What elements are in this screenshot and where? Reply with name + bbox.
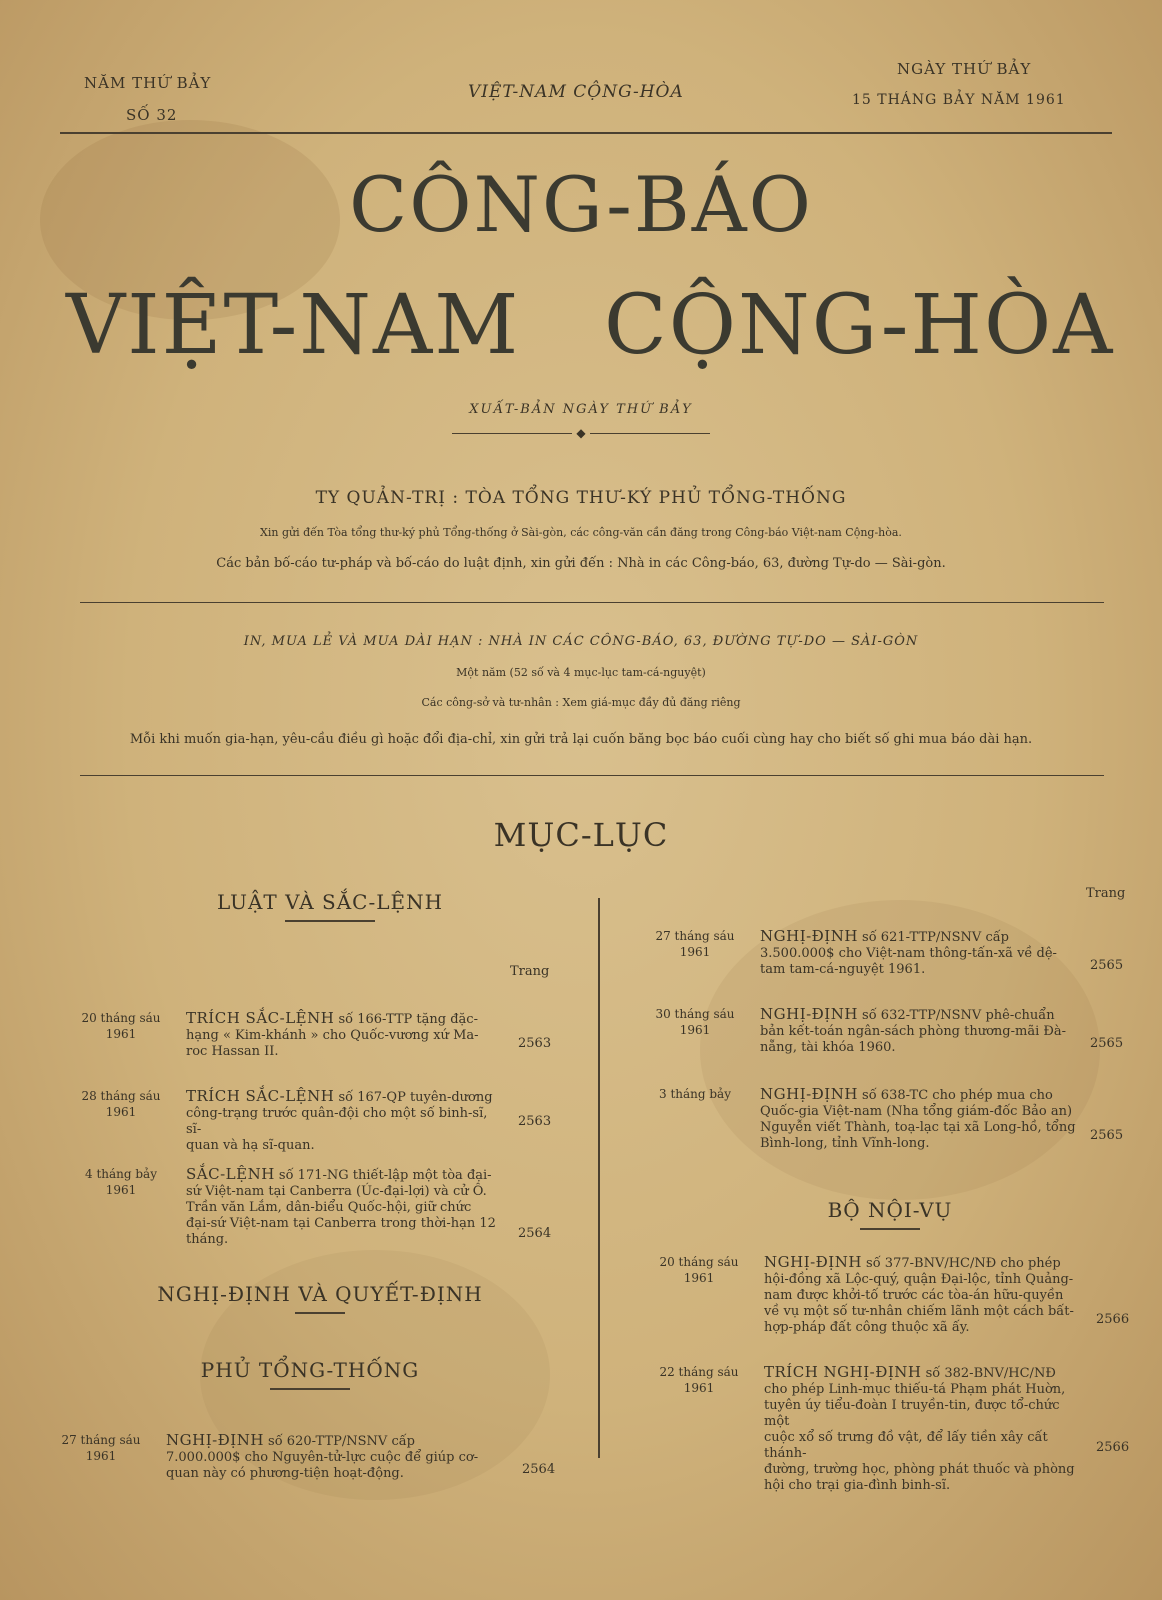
section-heading-nghidinh: NGHỊ-ĐỊNH VÀ QUYẾT-ĐỊNH: [120, 1282, 520, 1314]
entry-page-number: 2566: [1096, 1312, 1130, 1327]
entry-text: [760, 1086, 1080, 1152]
entry-page-number: 2563: [518, 1036, 552, 1051]
section-rule: [80, 775, 1104, 776]
entry-date: [640, 928, 750, 960]
section-heading-noivu: BỘ NỘI-VỤ: [760, 1198, 1020, 1230]
section-rule: [80, 602, 1104, 603]
entry-text-line: tam tam-cá-nguyệt 1961.: [760, 962, 926, 977]
entry-date-day-month: 27 tháng sáu: [61, 1433, 141, 1447]
issue-date: 15 THÁNG BẢY NĂM 1961: [852, 92, 1066, 108]
page-column-label-right: Trang: [1086, 886, 1126, 901]
entry-date-day-month: 30 tháng sáu: [655, 1007, 735, 1021]
entry-text: [186, 1166, 506, 1248]
weekday-label: NGÀY THỨ BẢY: [897, 60, 1032, 78]
section-heading-phu: PHỦ TỔNG-THỐNG: [160, 1358, 460, 1390]
entry-text: [186, 1088, 506, 1154]
entry-text-line: nam được khởi-tố trước các tòa-án hữu-quyền: [764, 1288, 1064, 1303]
entry-text-line: tháng.: [186, 1232, 229, 1247]
toc-heading: MỤC-LỤC: [493, 816, 669, 854]
entry-text-line: số 377-BNV/HC/NĐ cho phép: [861, 1256, 1061, 1271]
publication-title-line2b: CỘNG-HÒA: [604, 278, 1115, 373]
admin-line-2: Các bản bố-cáo tư-pháp và bố-cáo do luật định, xin gửi đến : Nhà in các Công-báo, 63, đường Tự-do — Sài-gòn.: [216, 556, 946, 571]
entry-text-line: Bình-long, tỉnh Vĩnh-long.: [760, 1136, 930, 1151]
entry-text: [166, 1432, 506, 1482]
section-heading-luat: LUẬT VÀ SẮC-LỆNH: [180, 890, 480, 922]
entry-text-line: cho phép Linh-mục thiếu-tá Phạm phát Huờn,: [764, 1382, 1066, 1397]
entry-text-line: số 621-TTP/NSNV cấp: [857, 930, 1010, 945]
entry-page-number: 2565: [1090, 1128, 1124, 1143]
admin-line-1: Xin gửi đến Tòa tổng thư-ký phủ Tổng-thống ở Sài-gòn, các công-văn cần đăng trong Công-báo Việt-nam Cộng-hòa.: [260, 526, 902, 539]
entry-date: [46, 1432, 156, 1464]
entry-act-type: TRÍCH SẮC-LỆNH: [186, 1087, 335, 1105]
entry-date-year: 1961: [105, 1105, 137, 1119]
entry-text-line: quan này có phương-tiện hoạt-động.: [166, 1466, 404, 1481]
entry-act-type: NGHỊ-ĐỊNH: [760, 1005, 858, 1023]
entry-date-day-month: 3 tháng bảy: [659, 1087, 731, 1101]
entry-date-day-month: 4 tháng bảy: [85, 1167, 157, 1181]
entry-text-line: đường, trường học, phòng phát thuốc và phòng: [764, 1462, 1075, 1477]
entry-text-line: Trần văn Lắm, dân-biểu Quốc-hội, giữ chức: [186, 1200, 472, 1215]
entry-text-line: hợp-pháp đất công thuộc xã ấy.: [764, 1320, 970, 1335]
entry-date: [66, 1166, 176, 1198]
entry-date-day-month: 20 tháng sáu: [659, 1255, 739, 1269]
issue-number: SỐ 32: [126, 106, 178, 124]
publication-title-line1: CÔNG-BÁO: [349, 160, 813, 249]
entry-text-line: nẵng, tài khóa 1960.: [760, 1040, 896, 1055]
entry-text: [760, 928, 1080, 978]
entry-date: [644, 1364, 754, 1396]
year-label: NĂM THỨ BẢY: [84, 74, 212, 92]
entry-act-type: TRÍCH NGHỊ-ĐỊNH: [764, 1363, 922, 1381]
entry-page-number: 2565: [1090, 958, 1124, 973]
subscription-line-1: IN, MUA LẺ VÀ MUA DÀI HẠN : NHÀ IN CÁC CÔNG-BÁO, 63, ĐƯỜNG TỰ-DO — SÀI-GÒN: [243, 634, 919, 649]
entry-text-line: số 620-TTP/NSNV cấp: [263, 1434, 416, 1449]
entry-text-line: bản kết-toán ngân-sách phòng thương-mãi Đà-: [760, 1024, 1067, 1039]
subscription-line-4: Mỗi khi muốn gia-hạn, yêu-cầu điều gì hoặc đổi địa-chỉ, xin gửi trả lại cuốn băng bọc báo cuối cùng hay cho biết số ghi mua báo dài hạn.: [129, 732, 1033, 747]
entry-text-line: Nguyễn viết Thành, toạ-lạc tại xã Long-hồ, tổng: [760, 1120, 1076, 1135]
entry-date-day-month: 22 tháng sáu: [659, 1365, 739, 1379]
entry-date-day-month: 28 tháng sáu: [81, 1089, 161, 1103]
entry-date-year: 1961: [85, 1449, 117, 1463]
entry-date-year: 1961: [105, 1027, 137, 1041]
entry-text-line: số 166-TTP tặng đặc-: [334, 1012, 478, 1027]
entry-date-year: 1961: [683, 1381, 715, 1395]
entry-text-line: Quốc-gia Việt-nam (Nha tổng giám-đốc Bảo an): [760, 1104, 1073, 1119]
entry-date: [644, 1254, 754, 1286]
publication-title-line2a: VIỆT-NAM: [66, 278, 521, 373]
entry-date: [66, 1088, 176, 1120]
entry-page-number: 2563: [518, 1114, 552, 1129]
entry-text-line: đại-sứ Việt-nam tại Canberra trong thời-hạn 12: [186, 1216, 496, 1231]
entry-page-number: 2564: [522, 1462, 556, 1477]
entry-act-type: NGHỊ-ĐỊNH: [764, 1253, 862, 1271]
admin-heading: TY QUẢN-TRỊ : TÒA TỔNG THƯ-KÝ PHỦ TỔNG-THỐNG: [315, 488, 847, 508]
entry-text-line: hội cho trại gia-đình binh-sĩ.: [764, 1478, 951, 1493]
entry-text-line: tuyên úy tiểu-đoàn I truyền-tin, được tổ-chức một: [764, 1398, 1060, 1429]
entry-date-year: 1961: [683, 1271, 715, 1285]
entry-text-line: hạng « Kim-khánh » cho Quốc-vương xứ Ma-: [186, 1028, 479, 1043]
entry-page-number: 2565: [1090, 1036, 1124, 1051]
entry-act-type: NGHỊ-ĐỊNH: [760, 1085, 858, 1103]
entry-act-type: NGHỊ-ĐỊNH: [166, 1431, 264, 1449]
entry-text-line: quan và hạ sĩ-quan.: [186, 1138, 315, 1153]
entry-text-line: số 171-NG thiết-lập một tòa đại-: [274, 1168, 492, 1183]
entry-text-line: 7.000.000$ cho Nguyên-tử-lực cuộc để giúp cơ-: [166, 1450, 479, 1465]
ornament-divider: ◆: [0, 426, 1162, 440]
entry-act-type: TRÍCH SẮC-LỆNH: [186, 1009, 335, 1027]
entry-date: [66, 1010, 176, 1042]
entry-date-year: 1961: [679, 945, 711, 959]
subscription-line-2: Một năm (52 số và 4 mục-lục tam-cá-nguyệt): [456, 666, 706, 679]
entry-text-line: hội-đồng xã Lộc-quý, quận Đại-lộc, tỉnh Quảng-: [764, 1272, 1074, 1287]
entry-text-line: cuộc xổ số trưng đồ vật, để lấy tiền xây cất thánh-: [764, 1430, 1048, 1461]
entry-text-line: về vụ một số tư-nhân chiếm lãnh một cách bất-: [764, 1304, 1074, 1319]
entry-text-line: công-trạng trước quân-đội cho một số binh-sĩ, sĩ-: [186, 1106, 488, 1137]
publication-subtitle: XUẤT-BẢN NGÀY THỨ BẢY: [469, 402, 693, 417]
entry-text-line: số 382-BNV/HC/NĐ: [921, 1366, 1056, 1381]
entry-text-line: số 632-TTP/NSNV phê-chuẩn: [857, 1008, 1055, 1023]
entry-text: [760, 1006, 1080, 1056]
entry-act-type: NGHỊ-ĐỊNH: [760, 927, 858, 945]
column-divider: [598, 898, 600, 1458]
entry-date-day-month: 20 tháng sáu: [81, 1011, 161, 1025]
entry-text-line: sứ Việt-nam tại Canberra (Úc-đại-lợi) và cử Ô.: [186, 1184, 487, 1199]
entry-page-number: 2566: [1096, 1440, 1130, 1455]
entry-date: [640, 1086, 750, 1102]
entry-date-year: 1961: [105, 1183, 137, 1197]
entry-text-line: số 167-QP tuyên-dương: [334, 1090, 493, 1105]
entry-text-line: số 638-TC cho phép mua cho: [857, 1088, 1053, 1103]
page-column-label-left: Trang: [510, 964, 550, 979]
entry-text: [186, 1010, 506, 1060]
entry-act-type: SẮC-LỆNH: [186, 1165, 275, 1183]
subscription-line-3: Các công-sở và tư-nhân : Xem giá-mục đầy đủ đăng riêng: [421, 696, 741, 709]
entry-text-line: 3.500.000$ cho Việt-nam thông-tấn-xã về dệ-: [760, 946, 1057, 961]
entry-date-year: 1961: [679, 1023, 711, 1037]
entry-text-line: roc Hassan II.: [186, 1044, 279, 1059]
masthead-rule: [60, 132, 1112, 134]
country-label: VIỆT-NAM CỘNG-HÒA: [468, 82, 684, 102]
entry-date: [640, 1006, 750, 1038]
entry-page-number: 2564: [518, 1226, 552, 1241]
entry-text: [764, 1254, 1084, 1336]
entry-text: [764, 1364, 1084, 1494]
entry-date-day-month: 27 tháng sáu: [655, 929, 735, 943]
